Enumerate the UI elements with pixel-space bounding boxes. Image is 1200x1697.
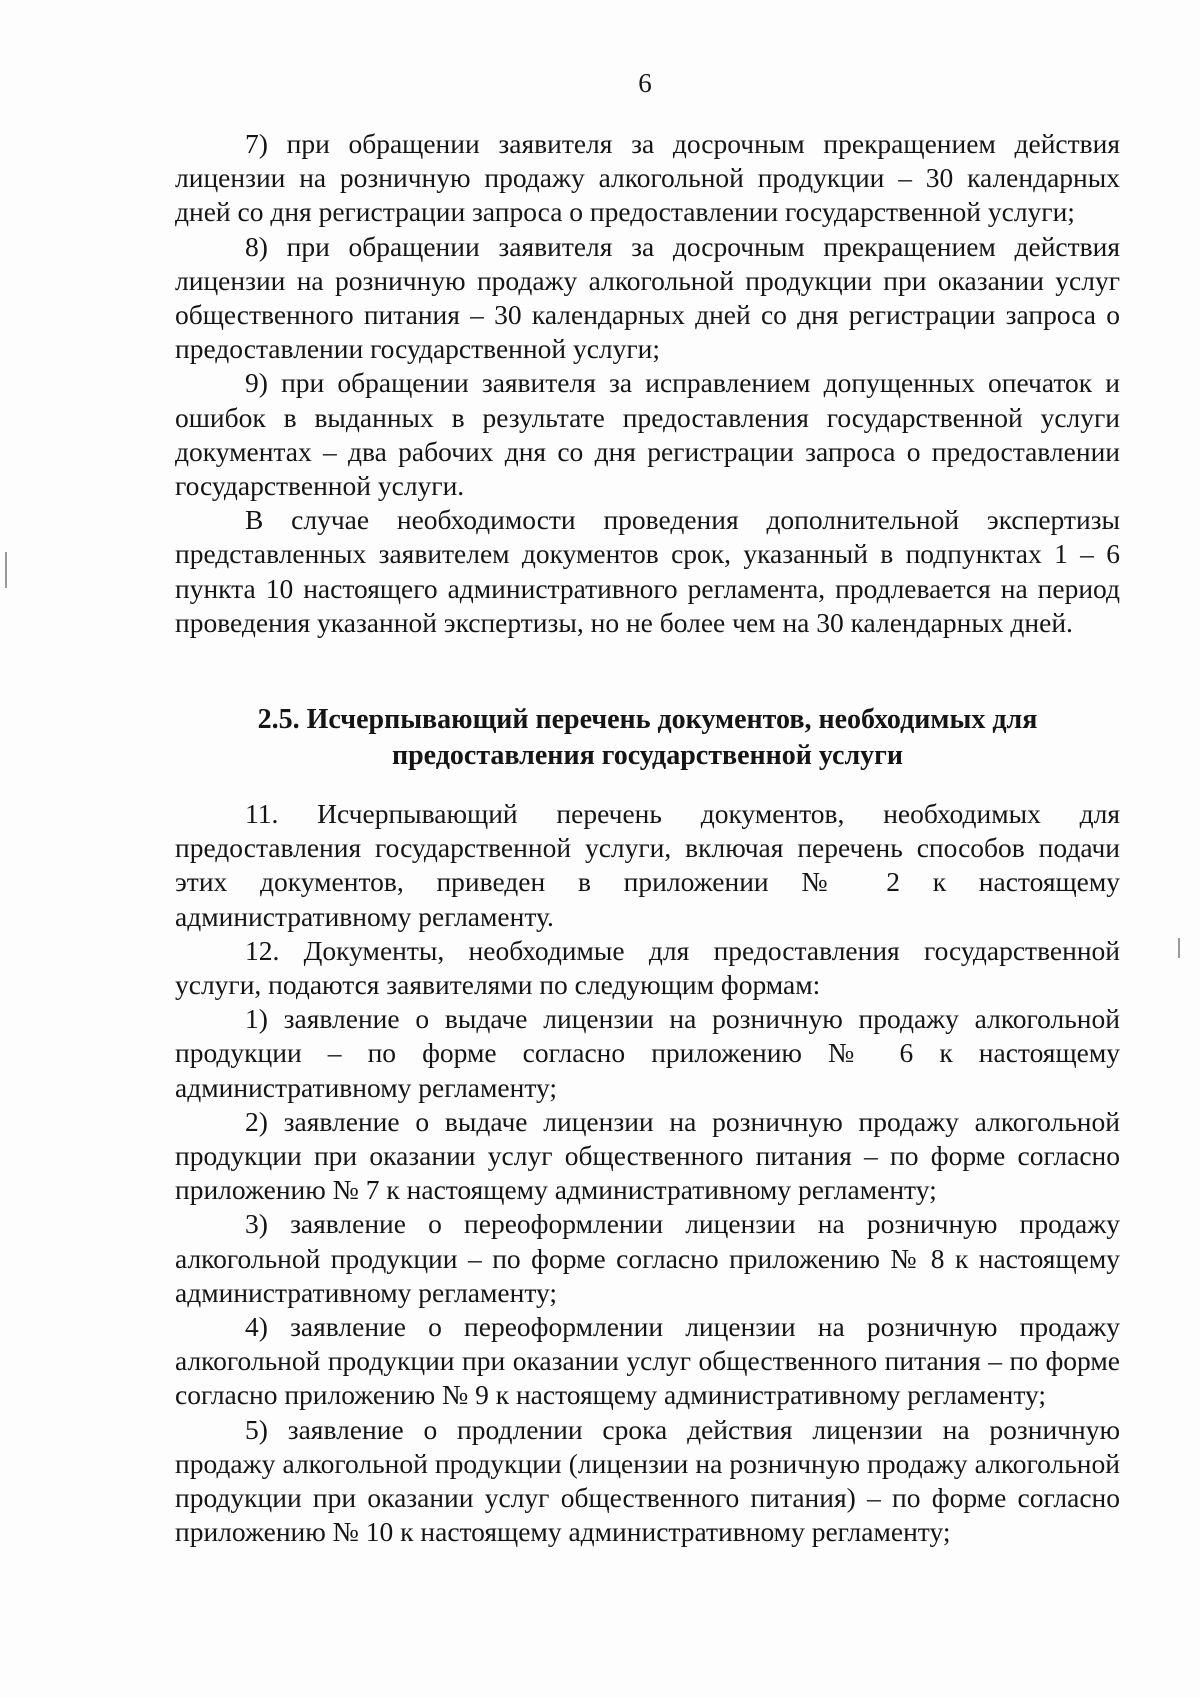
- paragraphs-bottom: [175, 797, 1120, 1549]
- page-number: 6: [638, 68, 652, 98]
- paragraphs-top: [175, 127, 1120, 640]
- paragraph-item-9: 9) при обращении заявителя за исправлением допущенных опечаток и ошибок в выданных в результате предоставления государственной услуги документах – два рабочих дня со дня регистрации запроса о предоставлении государственной услуги.: [175, 367, 1120, 502]
- form-item-1: 1) заявление о выдаче лицензии на розничную продажу алкогольной продукции – по форме согласно приложению № 6 к настоящему административному регламенту;: [175, 1003, 1120, 1103]
- form-item-3: 3) заявление о переоформлении лицензии на розничную продажу алкогольной продукции – по форме согласно приложению № 8 к настоящему административному регламенту;: [175, 1208, 1120, 1308]
- scan-edge-mark-left: [5, 552, 7, 588]
- section-heading-line-2: предоставления государственной услуги: [391, 740, 904, 771]
- form-item-5: 5) заявление о продлении срока действия лицензии на розничную продажу алкогольной продукции (лицензии на розничную продажу алкогольной продукции при оказании услуг общественного питания) – по форме согласно приложению № 10 к настоящему административному регламенту;: [175, 1413, 1120, 1548]
- section-heading: [175, 702, 1120, 774]
- paragraph-item-8: 8) при обращении заявителя за досрочным прекращением действия лицензии на розничную продажу алкогольной продукции при оказании услуг общественного питания – 30 календарных дней со дня регистрации запроса о предоставлении государственной услуги;: [175, 230, 1120, 365]
- paragraph-11: 11. Исчерпывающий перечень документов, необходимых для предоставления государственной услуги, включая перечень способов подачи этих документов, приведен в приложении № 2 к настоящему административному регламенту.: [175, 798, 1120, 932]
- form-item-4: 4) заявление о переоформлении лицензии на розничную продажу алкогольной продукции при оказании услуг общественного питания – по форме согласно приложению № 9 к настоящему административному регламенту;: [175, 1311, 1120, 1411]
- form-item-2: 2) заявление о выдаче лицензии на розничную продажу алкогольной продукции при оказании услуг общественного питания – по форме согласно приложению № 7 к настоящему административному регламенту;: [175, 1105, 1120, 1206]
- section-heading-line-1: 2.5. Исчерпывающий перечень документов, необходимых для: [257, 704, 1038, 735]
- paragraph-12: 12. Документы, необходимые для предоставления государственной услуги, подаются заявителями по следующим формам:: [175, 934, 1120, 1001]
- scan-edge-mark-right: [1178, 938, 1180, 958]
- paragraph-item-7: 7) при обращении заявителя за досрочным прекращением действия лицензии на розничную продажу алкогольной продукции – 30 календарных дней со дня регистрации запроса о предоставлении государственной услуги;: [175, 128, 1120, 228]
- paragraph-extension-note: В случае необходимости проведения дополнительной экспертизы представленных заявителем документов срок, указанный в подпунктах 1 – 6 пункта 10 настоящего административного регламента, продлевается на период проведения указанной экспертизы, но не более чем на 30 календарных дней.: [175, 504, 1120, 638]
